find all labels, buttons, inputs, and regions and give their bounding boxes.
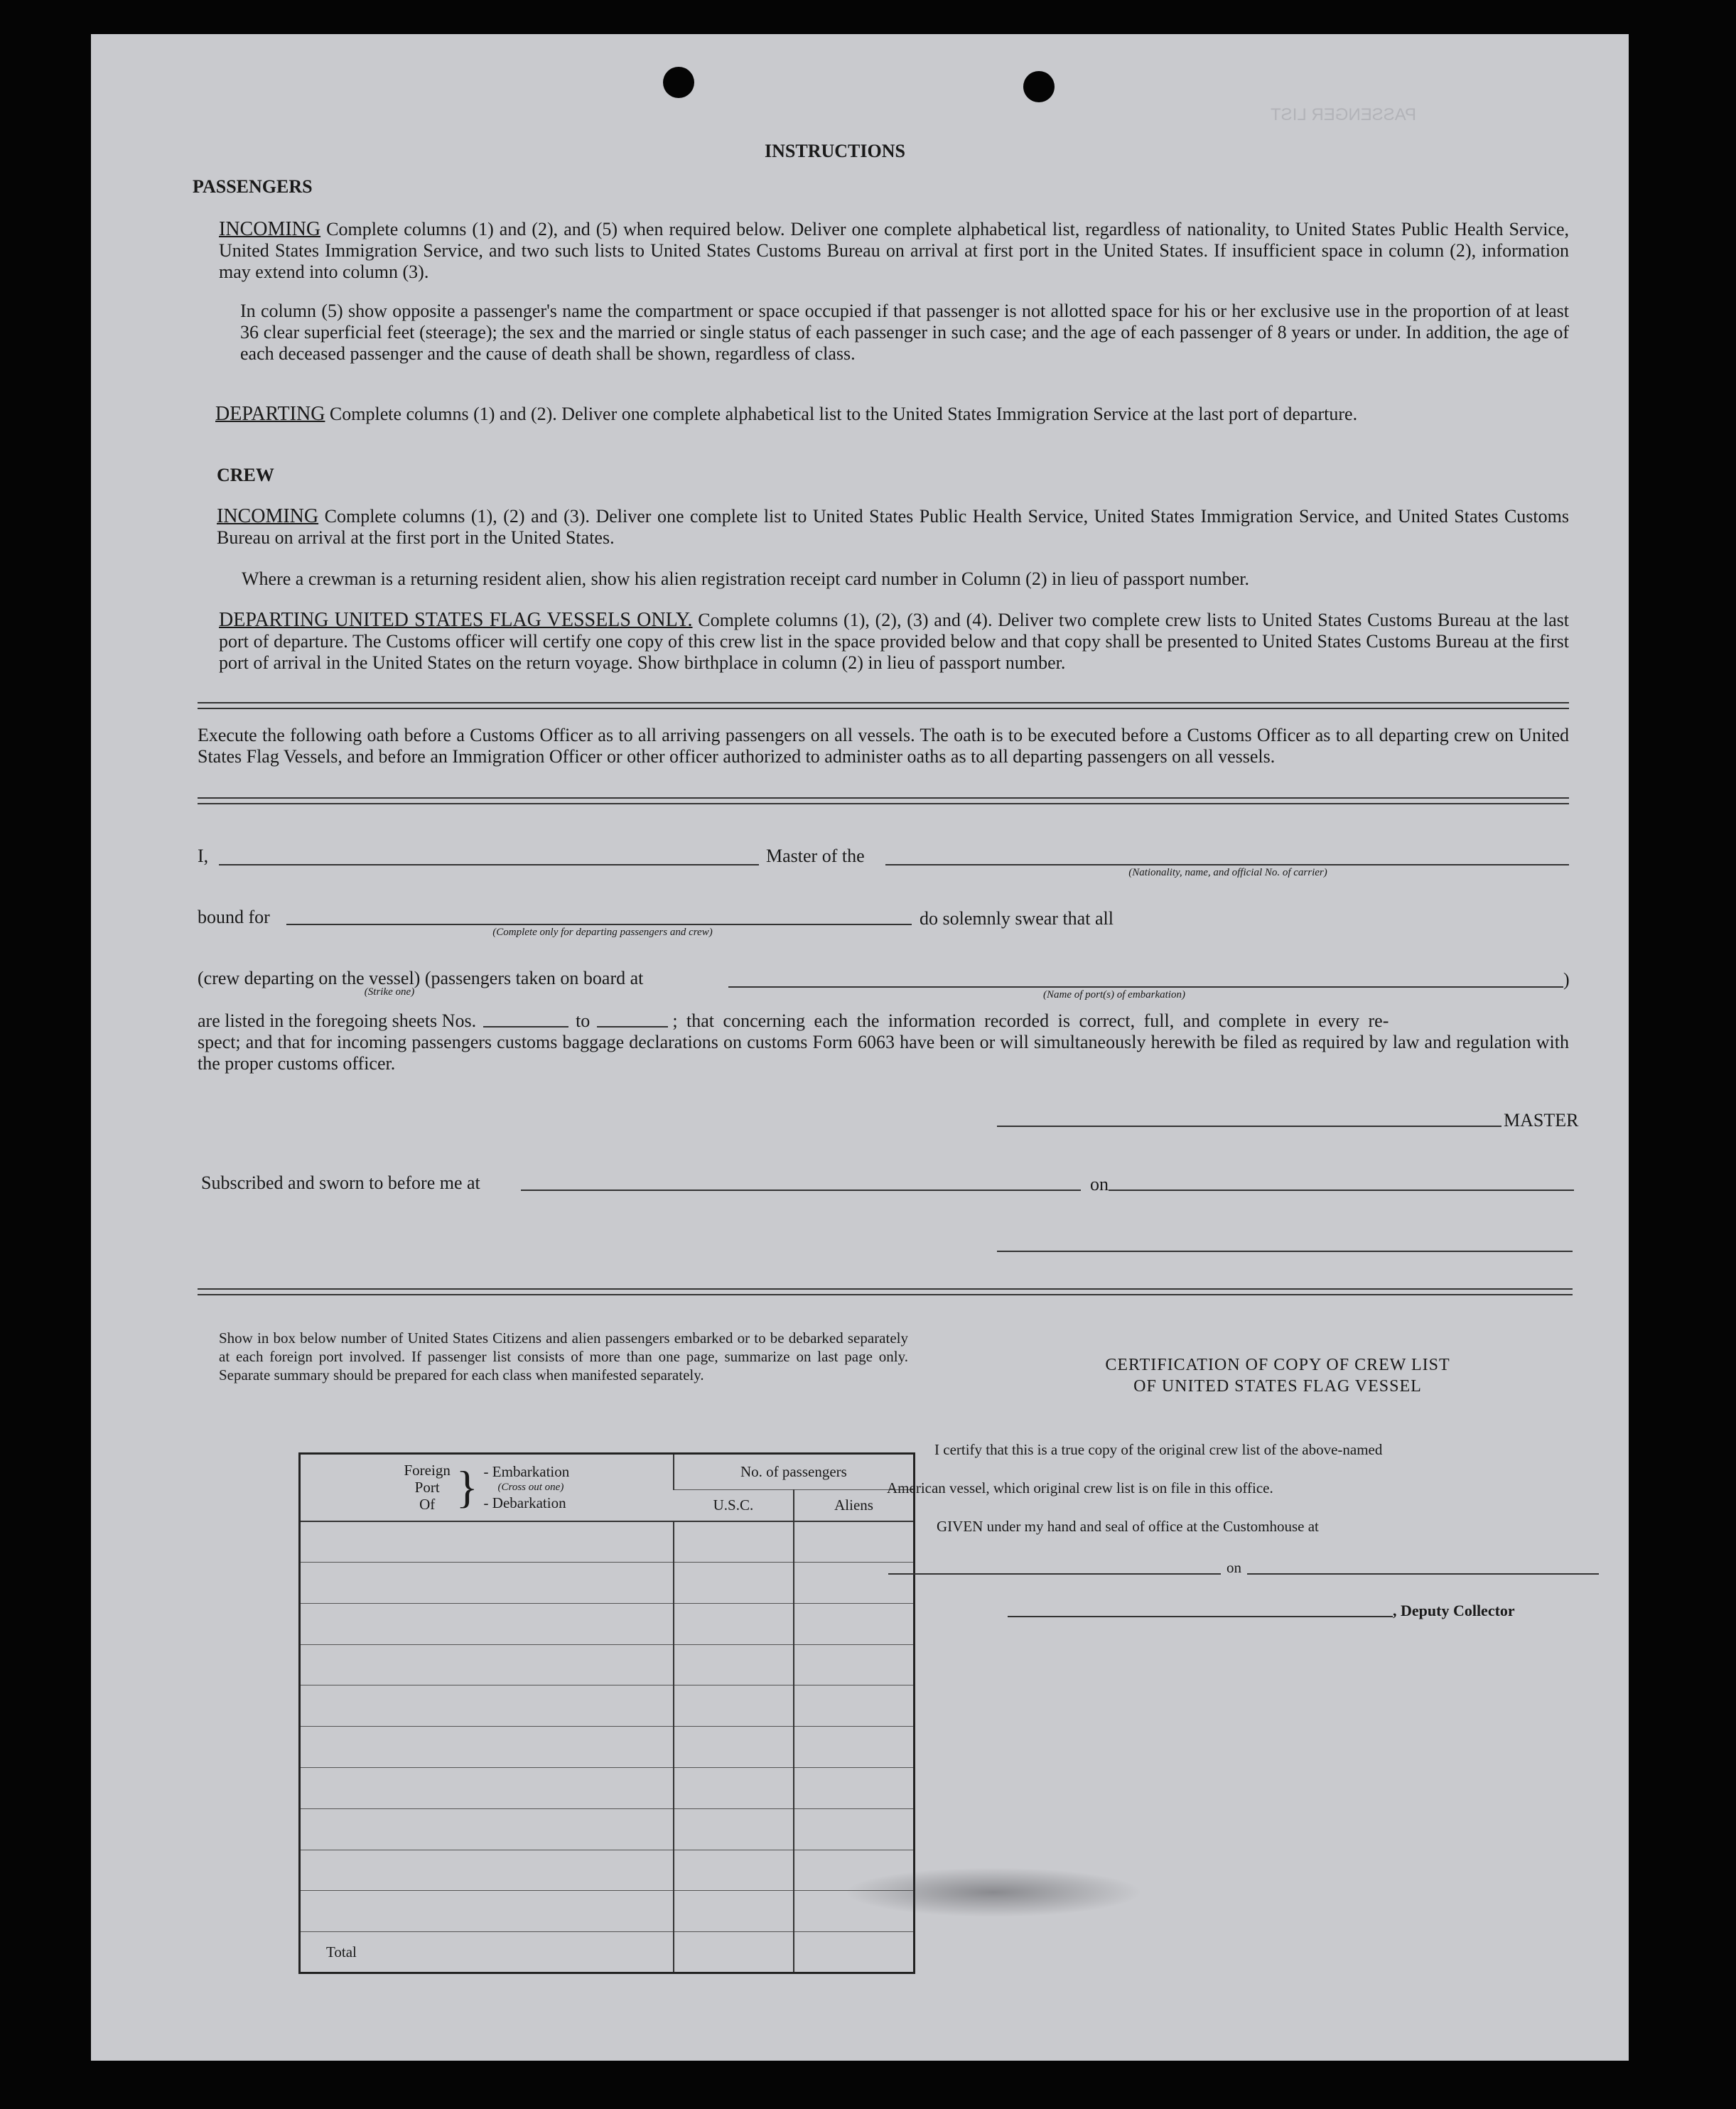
foreign-port-label [404,1462,451,1513]
bleed-through-text: PASSENGER LIST [1271,105,1416,124]
foreign-label: Foreign [404,1462,451,1479]
table-row-total[interactable] [300,1932,915,1973]
subscribed-label: Subscribed and sworn to before me at [201,1172,480,1193]
table-row[interactable] [300,1685,915,1727]
bound-for-field[interactable] [286,924,912,925]
customhouse-field[interactable] [888,1573,1221,1575]
oath-intro: Execute the following oath before a Customs Officer as to all arriving passengers on all vessels. The oath is to be executed before a Customs Officer as to all departing crew on United States Flag Vessels, and before an Immigration Officer or other officer authorized to administer oaths as to all departing passengers on all vessels. [198,725,1569,767]
crew-incoming-body: Complete columns (1), (2) and (3). Deliver one complete list to United States Public Health Service, United States Immigration Service, and United States Customs Bureau on arrival at the first port in the United States. [217,506,1569,548]
table-row[interactable] [300,1644,915,1685]
no-of-passengers-header: No. of passengers [674,1454,915,1490]
cross-out-hint: (Cross out one) [497,1482,564,1494]
passengers-departing-text [215,404,1569,425]
oath-i-label: I, [198,846,209,866]
passengers-departing-body: Complete columns (1) and (2). Deliver one complete alphabetical list to the United States Immigration Service at the last port of departure. [329,404,1358,424]
page-title: INSTRUCTIONS [765,141,905,161]
certification-on-label: on [1226,1559,1241,1576]
crew-incoming-label: INCOMING [217,505,319,527]
close-paren: ) [1563,969,1570,990]
debarkation-label[interactable]: - Debarkation [483,1494,566,1512]
subscribed-date-field[interactable] [1109,1190,1574,1191]
divider-1 [198,702,1569,709]
carrier-hint: (Nationality, name, and official No. of carrier) [1128,867,1327,878]
punch-hole-right [1023,71,1055,102]
swear-label: do solemnly swear that all [920,908,1114,929]
certification-date-field[interactable] [1247,1573,1599,1575]
usc-header: U.S.C. [674,1489,794,1521]
brace-glyph: } [455,1462,478,1513]
master-label: MASTER [1504,1110,1579,1131]
certification-line-3: GIVEN under my hand and seal of office at the Customhouse at [937,1518,1319,1535]
passengers-heading: PASSENGERS [193,176,313,197]
listed-a: are listed in the foregoing sheets Nos. [198,1010,477,1031]
sheet-from-field[interactable] [483,1026,568,1027]
port-embarkation-field[interactable] [728,986,1563,988]
master-signature-field[interactable] [997,1126,1502,1127]
foreign-port-header [300,1454,674,1521]
strike-one-hint: (Strike one) [364,986,415,998]
master-name-field[interactable] [219,864,759,865]
embarkation-label[interactable]: - Embarkation [483,1463,570,1481]
passengers-incoming-text [219,219,1569,283]
table-row[interactable] [300,1521,915,1563]
crew-departing-label: DEPARTING UNITED STATES FLAG VESSELS ONLY. [219,609,693,631]
punch-hole-left [663,67,694,98]
master-of-the-label: Master of the [766,846,865,866]
listed-to: to [576,1010,591,1031]
departing-label: DEPARTING [215,403,325,425]
aliens-header: Aliens [794,1489,914,1521]
table-row[interactable] [300,1727,915,1768]
listed-c: spect; and that for incoming passengers customs baggage declarations on customs Form 6063 have been or will simultaneously herewith be filed as required by law and regulation with the proper customs officer. [198,1032,1569,1074]
certification-line-1: I certify that this is a true copy of the original crew list of the above-named [934,1441,1383,1458]
certification-title-2: OF UNITED STATES FLAG VESSEL [1133,1377,1422,1396]
officer-signature-field[interactable] [997,1251,1573,1252]
port-label: Port [414,1479,440,1496]
sheet-to-field[interactable] [597,1026,668,1027]
crew-incoming-text2: Where a crewman is a returning resident alien, show his alien registration receipt card number in Column (2) in lieu of passport number. [242,568,1250,589]
crew-departing-label-oath: (crew departing on the vessel) (passengers taken on board at [198,968,644,988]
crew-departing-text [219,610,1569,674]
carrier-field[interactable] [885,864,1569,865]
crew-departing-body: Complete columns (1), (2), (3) and (4). Deliver two complete crew lists to United States Customs Bureau at the last port of departure. The Customs officer will certify one copy of this crew list in the space provided below and that copy shall be presented to United States Customs Bureau at the first port of arrival in the United States on the return voyage. Show birthplace in column (2) in lieu of passport number. [219,610,1569,673]
bound-for-hint: (Complete only for departing passengers and crew) [492,927,713,938]
of-label: Of [419,1496,436,1514]
certification-line-2: American vessel, which original crew list is on file in this office. [887,1479,1273,1496]
passengers-incoming-text2: In column (5) show opposite a passenger's name the compartment or space occupied if that passenger is not allotted space for his or her exclusive use in the proportion of at least 36 clear superficial feet (steerage); the sex and the married or single status of each passenger in such case; and the age of each passenger of 8 years or under. In addition, the age of each deceased passenger and the cause of death shall be shown, regardless of class. [240,301,1569,364]
embark-debark-options [484,1464,570,1511]
table-row[interactable] [300,1603,915,1644]
deputy-signature-field[interactable] [1008,1616,1393,1617]
ink-smudge [844,1867,1143,1917]
table-row[interactable] [300,1767,915,1808]
bound-for-label: bound for [198,907,270,927]
passengers-incoming-body: Complete columns (1) and (2), and (5) when required below. Deliver one complete alphabetical list, regardless of nationality, to United States Public Health Service, United States Immigration Service, and two such lists to United States Customs Bureau on arrival at first port in the United States. If insufficient space in column (2), information may extend into column (3). [219,219,1570,282]
table-row[interactable] [300,1891,915,1932]
deputy-collector-label: , Deputy Collector [1393,1602,1515,1619]
listed-b: ; that concerning each the information recorded is correct, full, and complete in every re- [672,1010,1389,1031]
incoming-label: INCOMING [219,218,321,240]
subscribed-on-label: on [1090,1174,1109,1194]
total-label: Total [326,1943,357,1960]
divider-3 [198,1288,1573,1295]
divider-2 [198,797,1569,804]
crew-incoming-text [217,506,1569,549]
port-hint: (Name of port(s) of embarkation) [1043,989,1185,1000]
table-row[interactable] [300,1850,915,1891]
document-sheet [91,34,1629,2061]
table-row[interactable] [300,1808,915,1850]
oath-listed-row [198,1010,1569,1032]
summary-intro: Show in box below number of United States Citizens and alien passengers embarked or to be debarked separately at each foreign port involved. If passenger list consists of more than one page, summarize on last page only. Separate summary should be prepared for each class when manifested separately. [219,1329,908,1383]
oath-listed-text [198,1010,1569,1074]
passenger-summary-table [298,1452,915,1974]
table-row[interactable] [300,1563,915,1604]
certification-title-1: CERTIFICATION OF COPY OF CREW LIST [1105,1356,1450,1374]
crew-heading: CREW [217,465,274,485]
subscribed-place-field[interactable] [521,1190,1081,1191]
